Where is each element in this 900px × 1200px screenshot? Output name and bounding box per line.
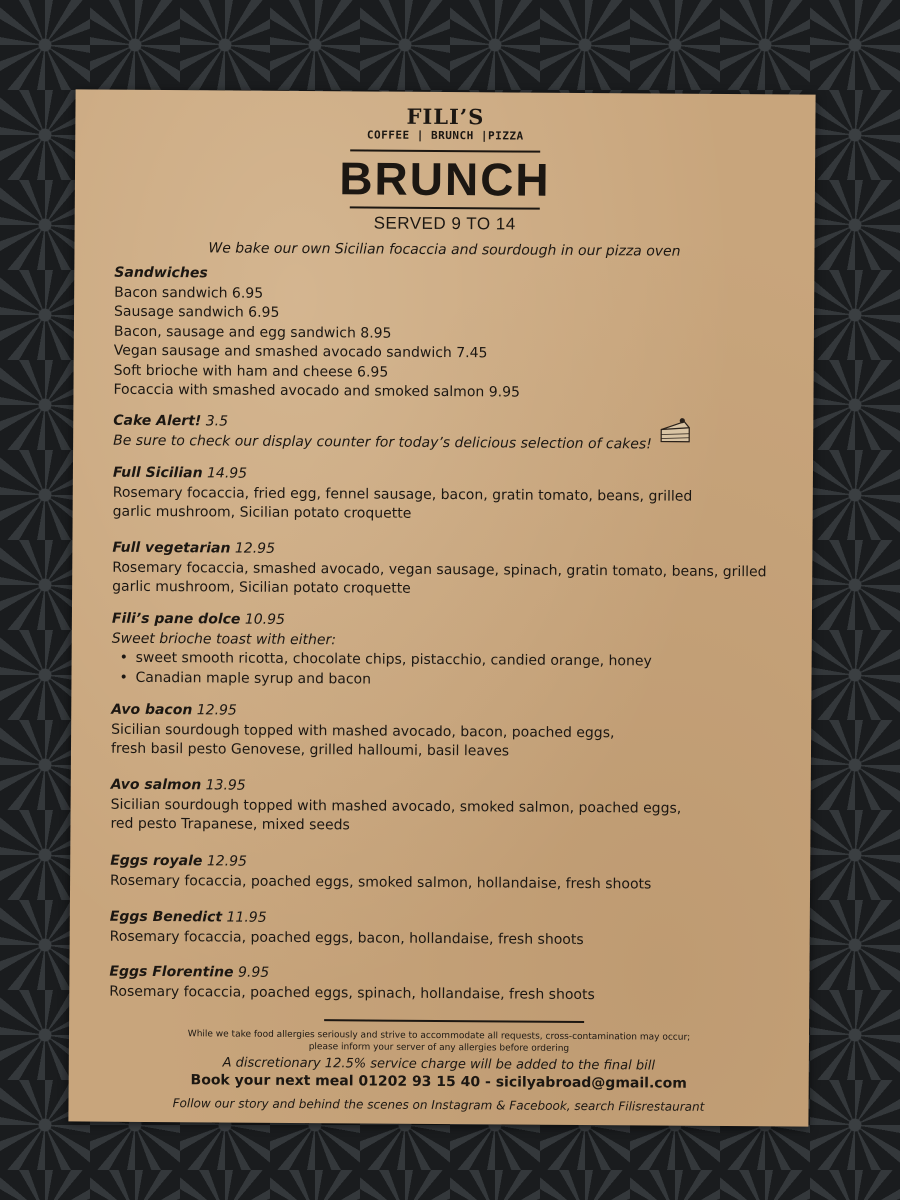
item-name: Full Sicilian xyxy=(112,464,203,482)
option-item: • Canadian maple syrup and bacon xyxy=(135,668,791,692)
item-name: Eggs royale xyxy=(110,852,203,870)
item-name: Eggs Florentine xyxy=(109,963,234,981)
item-desc: garlic mushroom, Sicilian potato croquette xyxy=(112,578,411,597)
item-desc: Rosemary focaccia, poached eggs, smoked salmon, hollandaise, fresh shoots xyxy=(110,872,652,892)
item-price: 11.95 xyxy=(226,909,267,926)
item-desc: Sicilian sourdough topped with mashed avocado, bacon, poached eggs, xyxy=(111,721,615,741)
item-pane-dolce xyxy=(111,610,792,693)
item-price: 10.95 xyxy=(244,611,286,628)
item-name: Cake Alert! xyxy=(113,412,202,430)
item-price: 3.5 xyxy=(205,413,229,430)
allergy-notice: While we take food allergies seriously and strive to accommodate all requests, cross-contamination may occur; please inform your server of any allergies before ordering xyxy=(187,1029,691,1054)
menu-line: Soft brioche with ham and cheese 6.95 xyxy=(113,362,389,381)
menu-line: Bacon, sausage and egg sandwich 8.95 xyxy=(113,323,392,342)
menu-line: Focaccia with smashed avocado and smoked salmon 9.95 xyxy=(113,381,520,401)
item-eggs-benedict xyxy=(110,908,790,952)
item-name: Fili’s pane dolce xyxy=(111,610,241,628)
item-desc: Rosemary focaccia, smashed avocado, vegan sausage, spinach, gratin tomato, beans, grilled xyxy=(112,559,767,580)
intro-text: We bake our own Sicilian focaccia and sourdough in our pizza oven xyxy=(208,240,681,260)
social-line: Follow our story and behind the scenes on Instagram & Facebook, search Filisrestaurant xyxy=(172,1096,705,1114)
booking-line: Book your next meal 01202 93 15 40 - sicilyabroad@gmail.com xyxy=(190,1072,687,1092)
item-price: 12.95 xyxy=(206,853,248,870)
brunch-menu-card xyxy=(68,89,815,1126)
item-name: Eggs Benedict xyxy=(109,908,223,926)
item-desc: Rosemary focaccia, poached eggs, spinach, hollandaise, fresh shoots xyxy=(109,983,595,1003)
item-desc: Rosemary focaccia, poached eggs, bacon, hollandaise, fresh shoots xyxy=(109,928,584,948)
item-price: 14.95 xyxy=(206,465,248,482)
item-desc: red pesto Trapanese, mixed seeds xyxy=(110,815,350,834)
service-charge-note: A discretionary 12.5% service charge will be added to the final bill xyxy=(222,1055,656,1074)
item-avo-bacon xyxy=(111,701,791,764)
served-hours: SERVED 9 TO 14 xyxy=(373,213,516,234)
brand-name: FILI’S xyxy=(406,103,485,130)
footer-divider xyxy=(324,1019,584,1023)
brand-tagline: COFFEE | BRUNCH |PIZZA xyxy=(366,128,524,143)
item-eggs-royale xyxy=(110,852,790,896)
item-desc: Rosemary focaccia, fried egg, fennel sausage, bacon, gratin tomato, beans, grilled xyxy=(112,484,693,505)
option-list xyxy=(111,649,791,693)
title-bottom-rule xyxy=(350,206,540,209)
item-price: 12.95 xyxy=(234,540,276,557)
menu-title: BRUNCH xyxy=(339,152,551,206)
section-sandwiches xyxy=(113,264,794,405)
item-desc: garlic mushroom, Sicilian potato croquette xyxy=(112,503,412,522)
item-price: 13.95 xyxy=(205,777,246,794)
item-price: 12.95 xyxy=(196,702,237,719)
item-name: Avo bacon xyxy=(111,701,193,719)
item-full-sicilian xyxy=(113,464,793,527)
cake-slice-icon xyxy=(658,416,692,446)
item-eggs-florentine xyxy=(109,963,789,1007)
menu-line: Bacon sandwich 6.95 xyxy=(114,284,264,302)
item-avo-salmon xyxy=(110,776,790,839)
item-desc: Sweet brioche toast with either: xyxy=(111,630,337,648)
item-full-vegetarian xyxy=(112,539,792,602)
menu-line: Vegan sausage and smashed avocado sandwich 7.45 xyxy=(113,342,488,362)
item-name: Avo salmon xyxy=(110,776,202,794)
item-desc: Be sure to check our display counter for today’s delicious selection of cakes! xyxy=(113,432,652,452)
item-price: 9.95 xyxy=(237,964,270,981)
section-heading: Sandwiches xyxy=(114,264,208,282)
item-desc: fresh basil pesto Genovese, grilled halloumi, basil leaves xyxy=(110,740,510,760)
option-item: • sweet smooth ricotta, chocolate chips, pistacchio, candied orange, honey xyxy=(136,649,792,673)
item-name: Full vegetarian xyxy=(112,539,231,557)
menu-line: Sausage sandwich 6.95 xyxy=(114,303,280,321)
item-desc: Sicilian sourdough topped with mashed avocado, smoked salmon, poached eggs, xyxy=(110,796,682,817)
